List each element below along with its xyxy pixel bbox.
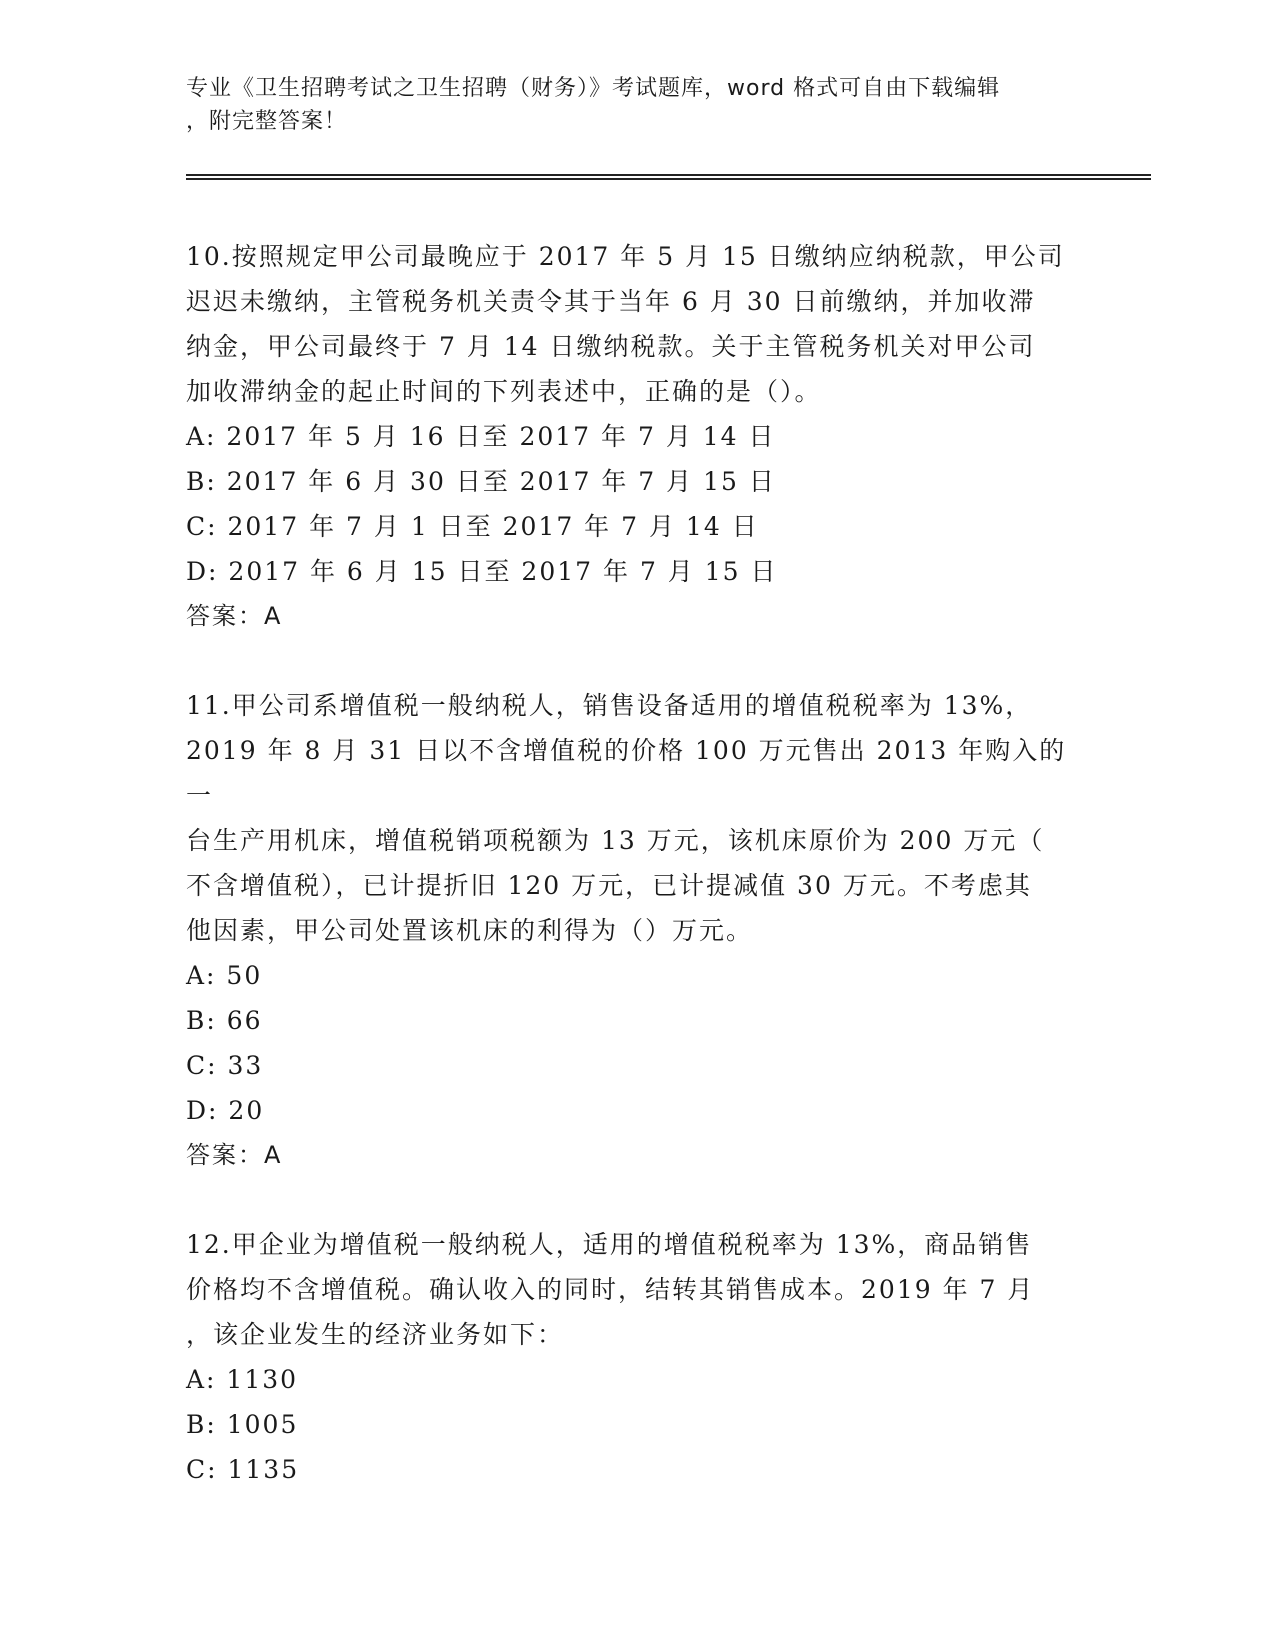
answer-line: 答案：A [186,1141,283,1169]
option-a: A: 2017 年 5 月 16 日至 2017 年 7 月 14 日 [186,422,776,451]
option-b: B: 2017 年 6 月 30 日至 2017 年 7 月 15 日 [186,467,776,496]
header-line-2: ，附完整答案！ [186,109,348,134]
option-c: C: 1135 [186,1455,300,1484]
question-text-line: 10.按照规定甲公司最晚应于 2017 年 5 月 15 日缴纳应纳税款，甲公司 [186,242,1065,271]
question-text-line: 加收滞纳金的起止时间的下列表述中，正确的是（）。 [186,377,822,406]
question-text-line: 价格均不含增值税。确认收入的同时，结转其销售成本。2019 年 7 月 [186,1275,1035,1304]
question-text-line: 纳金，甲公司最终于 7 月 14 日缴纳税款。关于主管税务机关对甲公司 [186,332,1036,361]
question-12 [186,1222,1076,1492]
answer-line: 答案：A [186,602,283,630]
header-divider [186,174,1151,180]
option-a: A: 1130 [186,1365,299,1394]
question-text-line: 他因素，甲公司处置该机床的利得为（）万元。 [186,916,754,945]
question-text-line: 12.甲企业为增值税一般纳税人，适用的增值税税率为 13%，商品销售 [186,1230,1033,1259]
option-d: D: 20 [186,1096,265,1125]
question-text-line: 2019 年 8 月 31 日以不含增值税的价格 100 万元售出 2013 年购入的一 [186,736,1067,810]
question-10 [186,234,1076,639]
question-list [186,234,1076,1536]
question-text-line: ，该企业发生的经济业务如下： [186,1320,565,1349]
question-11 [186,683,1076,1178]
question-text-line: 迟迟未缴纳，主管税务机关责令其于当年 6 月 30 日前缴纳，并加收滞 [186,287,1036,316]
question-text-line: 不含增值税），已计提折旧 120 万元，已计提减值 30 万元。不考虑其 [186,871,1032,900]
option-a: A: 50 [186,961,263,990]
header-line-1: 专业《卫生招聘考试之卫生招聘（财务）》考试题库，word 格式可自由下载编辑 [186,76,1001,101]
question-text-line: 11.甲公司系增值税一般纳税人，销售设备适用的增值税税率为 13%， [186,691,1033,720]
page-header [186,72,1066,138]
option-c: C: 2017 年 7 月 1 日至 2017 年 7 月 14 日 [186,512,759,541]
option-d: D: 2017 年 6 月 15 日至 2017 年 7 月 15 日 [186,557,778,586]
option-b: B: 1005 [186,1410,299,1439]
option-b: B: 66 [186,1006,263,1035]
question-text-line: 台生产用机床，增值税销项税额为 13 万元，该机床原价为 200 万元（ [186,826,1045,855]
option-c: C: 33 [186,1051,264,1080]
